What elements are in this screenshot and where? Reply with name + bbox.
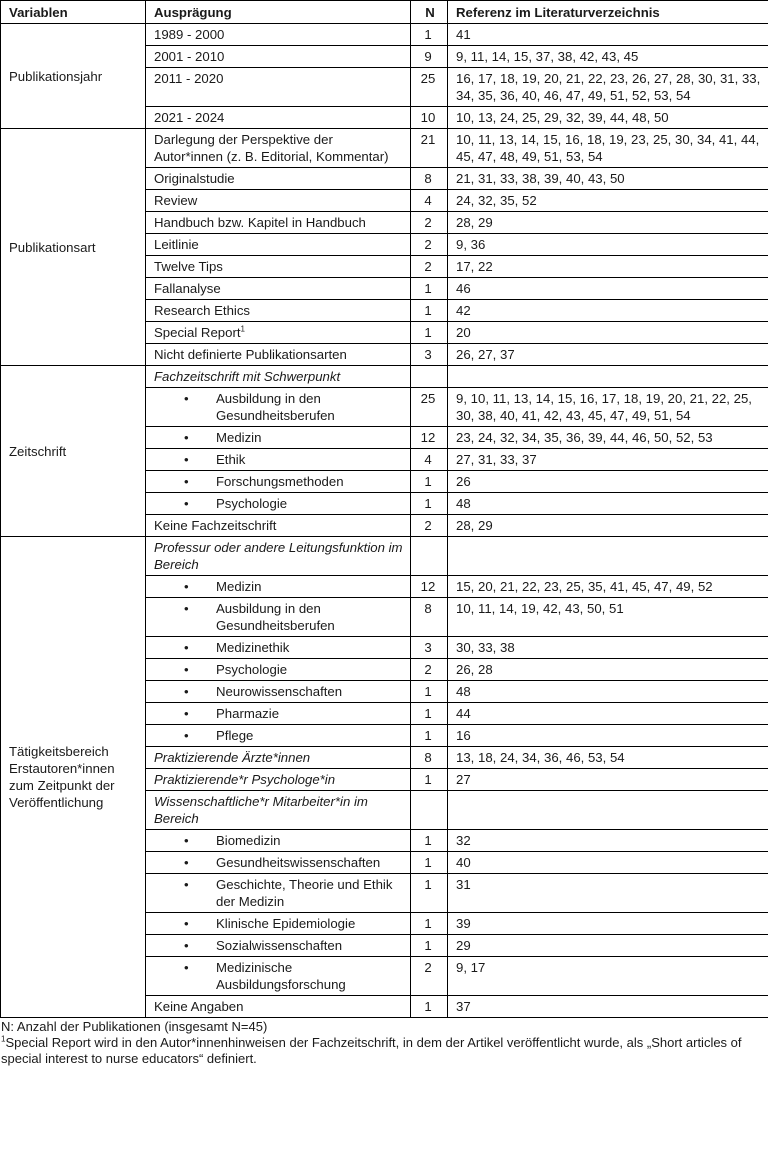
count-cell: 10	[411, 107, 448, 129]
value-cell	[146, 791, 411, 830]
count-cell: 25	[411, 68, 448, 107]
value-cell	[146, 681, 411, 703]
value-cell	[146, 537, 411, 576]
table-body	[1, 24, 768, 1018]
value-cell	[146, 46, 411, 68]
reference-cell: 10, 11, 13, 14, 15, 16, 18, 19, 23, 25, 30, 34, 41, 44, 45, 47, 48, 49, 51, 53, 54	[448, 129, 768, 168]
reference-cell: 37	[448, 996, 768, 1018]
variable-cell: Zeitschrift	[1, 366, 146, 537]
value-cell	[146, 427, 411, 449]
value-label: Twelve Tips	[154, 259, 223, 274]
count-cell: 2	[411, 515, 448, 537]
count-cell: 2	[411, 659, 448, 681]
value-label: Medizin	[216, 430, 262, 445]
reference-cell: 9, 17	[448, 957, 768, 996]
value-cell	[146, 388, 411, 427]
header-n: N	[411, 1, 448, 24]
count-cell: 3	[411, 637, 448, 659]
bullet-icon: •	[184, 452, 189, 467]
value-cell	[146, 996, 411, 1018]
bullet-icon: •	[184, 706, 189, 721]
reference-cell: 27	[448, 769, 768, 791]
count-cell	[411, 537, 448, 576]
count-cell: 1	[411, 681, 448, 703]
bullet-icon: •	[184, 916, 189, 931]
reference-cell: 10, 13, 24, 25, 29, 32, 39, 44, 48, 50	[448, 107, 768, 129]
variable-cell: Publikationsjahr	[1, 24, 146, 129]
bullet-icon: •	[184, 474, 189, 489]
value-cell	[146, 659, 411, 681]
reference-cell: 16, 17, 18, 19, 20, 21, 22, 23, 26, 27, 28, 30, 31, 33, 34, 35, 36, 40, 46, 47, 49, 51, 52, 53, 54	[448, 68, 768, 107]
value-label: Praktizierende Ärzte*innen	[154, 750, 311, 765]
value-cell	[146, 913, 411, 935]
count-cell: 21	[411, 129, 448, 168]
reference-cell: 46	[448, 278, 768, 300]
bullet-icon: •	[184, 640, 189, 655]
reference-cell: 9, 10, 11, 13, 14, 15, 16, 17, 18, 19, 20, 21, 22, 25, 30, 38, 40, 41, 42, 43, 45, 47, 49, 51, 54	[448, 388, 768, 427]
count-cell: 1	[411, 852, 448, 874]
reference-cell: 27, 31, 33, 37	[448, 449, 768, 471]
reference-cell: 17, 22	[448, 256, 768, 278]
value-label: Pflege	[216, 728, 254, 743]
header-value: Ausprägung	[146, 1, 411, 24]
bullet-icon: •	[184, 728, 189, 743]
value-label: Ausbildung in den Gesundheitsberufen	[216, 601, 335, 633]
value-cell	[146, 129, 411, 168]
table-row	[1, 537, 768, 576]
value-label: Medizinethik	[216, 640, 290, 655]
table-notes	[0, 1018, 768, 1067]
count-cell: 1	[411, 725, 448, 747]
value-label: 2021 - 2024	[154, 110, 225, 125]
value-label: Biomedizin	[216, 833, 281, 848]
reference-cell: 26, 28	[448, 659, 768, 681]
reference-cell	[448, 537, 768, 576]
value-label: Keine Angaben	[154, 999, 244, 1014]
reference-cell: 16	[448, 725, 768, 747]
count-cell	[411, 791, 448, 830]
reference-cell: 29	[448, 935, 768, 957]
reference-cell: 9, 36	[448, 234, 768, 256]
value-label: Fachzeitschrift mit Schwerpunkt	[154, 369, 341, 384]
reference-cell: 10, 11, 14, 19, 42, 43, 50, 51	[448, 598, 768, 637]
count-cell: 12	[411, 427, 448, 449]
value-cell	[146, 637, 411, 659]
value-label: Review	[154, 193, 198, 208]
bullet-icon: •	[184, 391, 189, 406]
value-label: Fallanalyse	[154, 281, 221, 296]
count-cell: 1	[411, 935, 448, 957]
reference-cell: 32	[448, 830, 768, 852]
variable-cell: Tätigkeitsbereich Erstautoren*innen zum Zeitpunkt der Veröffentlichung	[1, 537, 146, 1018]
reference-cell: 39	[448, 913, 768, 935]
value-cell	[146, 68, 411, 107]
reference-cell: 40	[448, 852, 768, 874]
value-cell	[146, 830, 411, 852]
value-cell	[146, 322, 411, 344]
value-cell	[146, 168, 411, 190]
value-cell	[146, 957, 411, 996]
reference-cell: 26, 27, 37	[448, 344, 768, 366]
value-label: Gesundheitswissenschaften	[216, 855, 381, 870]
bullet-icon: •	[184, 579, 189, 594]
reference-cell: 42	[448, 300, 768, 322]
reference-cell: 48	[448, 681, 768, 703]
value-cell	[146, 449, 411, 471]
header-variable: Variablen	[1, 1, 146, 24]
count-cell: 8	[411, 747, 448, 769]
value-cell	[146, 747, 411, 769]
count-cell: 1	[411, 471, 448, 493]
bullet-icon: •	[184, 430, 189, 445]
value-cell	[146, 344, 411, 366]
count-cell: 8	[411, 168, 448, 190]
count-cell	[411, 366, 448, 388]
value-label: Keine Fachzeitschrift	[154, 518, 277, 533]
value-label: Forschungsmethoden	[216, 474, 344, 489]
table-row	[1, 24, 768, 46]
value-label: Professur oder andere Leitungsfunktion im Bereich	[154, 540, 403, 572]
footnote-marker: 1	[1, 1034, 6, 1044]
count-cell: 1	[411, 322, 448, 344]
count-cell: 1	[411, 830, 448, 852]
value-label: 2011 - 2020	[154, 71, 224, 86]
bullet-icon: •	[184, 877, 189, 892]
reference-cell: 44	[448, 703, 768, 725]
count-cell: 2	[411, 234, 448, 256]
value-cell	[146, 493, 411, 515]
count-cell: 3	[411, 344, 448, 366]
value-cell	[146, 278, 411, 300]
value-cell	[146, 515, 411, 537]
value-cell	[146, 256, 411, 278]
footnote-ref: 1	[240, 324, 245, 334]
value-label: Praktizierende*r Psychologe*in	[154, 772, 336, 787]
reference-cell: 30, 33, 38	[448, 637, 768, 659]
reference-cell: 20	[448, 322, 768, 344]
table-row	[1, 366, 768, 388]
value-label: Ausbildung in den Gesundheitsberufen	[216, 391, 335, 423]
value-label: Handbuch bzw. Kapitel in Handbuch	[154, 215, 366, 230]
table-row	[1, 129, 768, 168]
count-cell: 2	[411, 256, 448, 278]
variable-cell: Publikationsart	[1, 129, 146, 366]
reference-cell: 28, 29	[448, 212, 768, 234]
value-cell	[146, 471, 411, 493]
footnote-text: Special Report wird in den Autor*innenhinweisen der Fachzeitschrift, in dem der Artikel veröffentlicht wurde, als „Short articles of special interest to nurse educators“ definiert.	[1, 1035, 742, 1066]
reference-cell	[448, 366, 768, 388]
reference-cell: 31	[448, 874, 768, 913]
value-cell	[146, 190, 411, 212]
bullet-icon: •	[184, 855, 189, 870]
reference-cell: 21, 31, 33, 38, 39, 40, 43, 50	[448, 168, 768, 190]
header-reference: Referenz im Literaturverzeichnis	[448, 1, 768, 24]
value-cell	[146, 300, 411, 322]
value-label: Psychologie	[216, 662, 288, 677]
value-cell	[146, 852, 411, 874]
value-label: 1989 - 2000	[154, 27, 225, 42]
count-cell: 1	[411, 24, 448, 46]
value-label: 2001 - 2010	[154, 49, 225, 64]
value-label: Medizinische Ausbildungsforschung	[216, 960, 346, 992]
value-cell	[146, 769, 411, 791]
count-cell: 1	[411, 996, 448, 1018]
bullet-icon: •	[184, 960, 189, 975]
count-cell: 12	[411, 576, 448, 598]
value-label: Neurowissenschaften	[216, 684, 343, 699]
reference-cell: 48	[448, 493, 768, 515]
value-label: Wissenschaftliche*r Mitarbeiter*in im Bereich	[154, 794, 368, 826]
reference-cell: 9, 11, 14, 15, 37, 38, 42, 43, 45	[448, 46, 768, 68]
value-label: Psychologie	[216, 496, 288, 511]
reference-cell: 26	[448, 471, 768, 493]
count-cell: 2	[411, 212, 448, 234]
count-cell: 1	[411, 874, 448, 913]
count-cell: 1	[411, 300, 448, 322]
value-label: Darlegung der Perspektive der Autor*innen (z. B. Editorial, Kommentar)	[154, 132, 389, 164]
count-cell: 1	[411, 913, 448, 935]
bullet-icon: •	[184, 496, 189, 511]
count-cell: 4	[411, 449, 448, 471]
reference-cell	[448, 791, 768, 830]
n-note: N: Anzahl der Publikationen (insgesamt N=45)	[1, 1019, 268, 1034]
header-row	[1, 1, 768, 24]
value-cell	[146, 935, 411, 957]
value-label: Special Report	[154, 325, 241, 340]
value-label: Nicht definierte Publikationsarten	[154, 347, 347, 362]
value-cell	[146, 24, 411, 46]
value-label: Ethik	[216, 452, 246, 467]
value-cell	[146, 107, 411, 129]
footnote	[1, 1035, 768, 1067]
count-cell: 2	[411, 957, 448, 996]
bullet-icon: •	[184, 833, 189, 848]
value-label: Pharmazie	[216, 706, 280, 721]
value-label: Originalstudie	[154, 171, 235, 186]
count-cell: 25	[411, 388, 448, 427]
count-cell: 4	[411, 190, 448, 212]
value-label: Medizin	[216, 579, 262, 594]
value-cell	[146, 234, 411, 256]
value-label: Sozialwissenschaften	[216, 938, 343, 953]
reference-cell: 15, 20, 21, 22, 23, 25, 35, 41, 45, 47, 49, 52	[448, 576, 768, 598]
value-cell	[146, 703, 411, 725]
count-cell: 8	[411, 598, 448, 637]
bullet-icon: •	[184, 662, 189, 677]
bullet-icon: •	[184, 684, 189, 699]
value-label: Research Ethics	[154, 303, 251, 318]
value-cell	[146, 874, 411, 913]
count-cell: 1	[411, 769, 448, 791]
count-cell: 9	[411, 46, 448, 68]
value-cell	[146, 576, 411, 598]
value-label: Klinische Epidemiologie	[216, 916, 356, 931]
bullet-icon: •	[184, 601, 189, 616]
value-cell	[146, 366, 411, 388]
value-cell	[146, 725, 411, 747]
bullet-icon: •	[184, 938, 189, 953]
reference-cell: 23, 24, 32, 34, 35, 36, 39, 44, 46, 50, 52, 53	[448, 427, 768, 449]
reference-cell: 13, 18, 24, 34, 36, 46, 53, 54	[448, 747, 768, 769]
value-label: Leitlinie	[154, 237, 199, 252]
value-cell	[146, 212, 411, 234]
count-cell: 1	[411, 493, 448, 515]
reference-cell: 28, 29	[448, 515, 768, 537]
value-label: Geschichte, Theorie und Ethik der Medizin	[216, 877, 393, 909]
count-cell: 1	[411, 278, 448, 300]
reference-cell: 24, 32, 35, 52	[448, 190, 768, 212]
count-cell: 1	[411, 703, 448, 725]
reference-cell: 41	[448, 24, 768, 46]
value-cell	[146, 598, 411, 637]
